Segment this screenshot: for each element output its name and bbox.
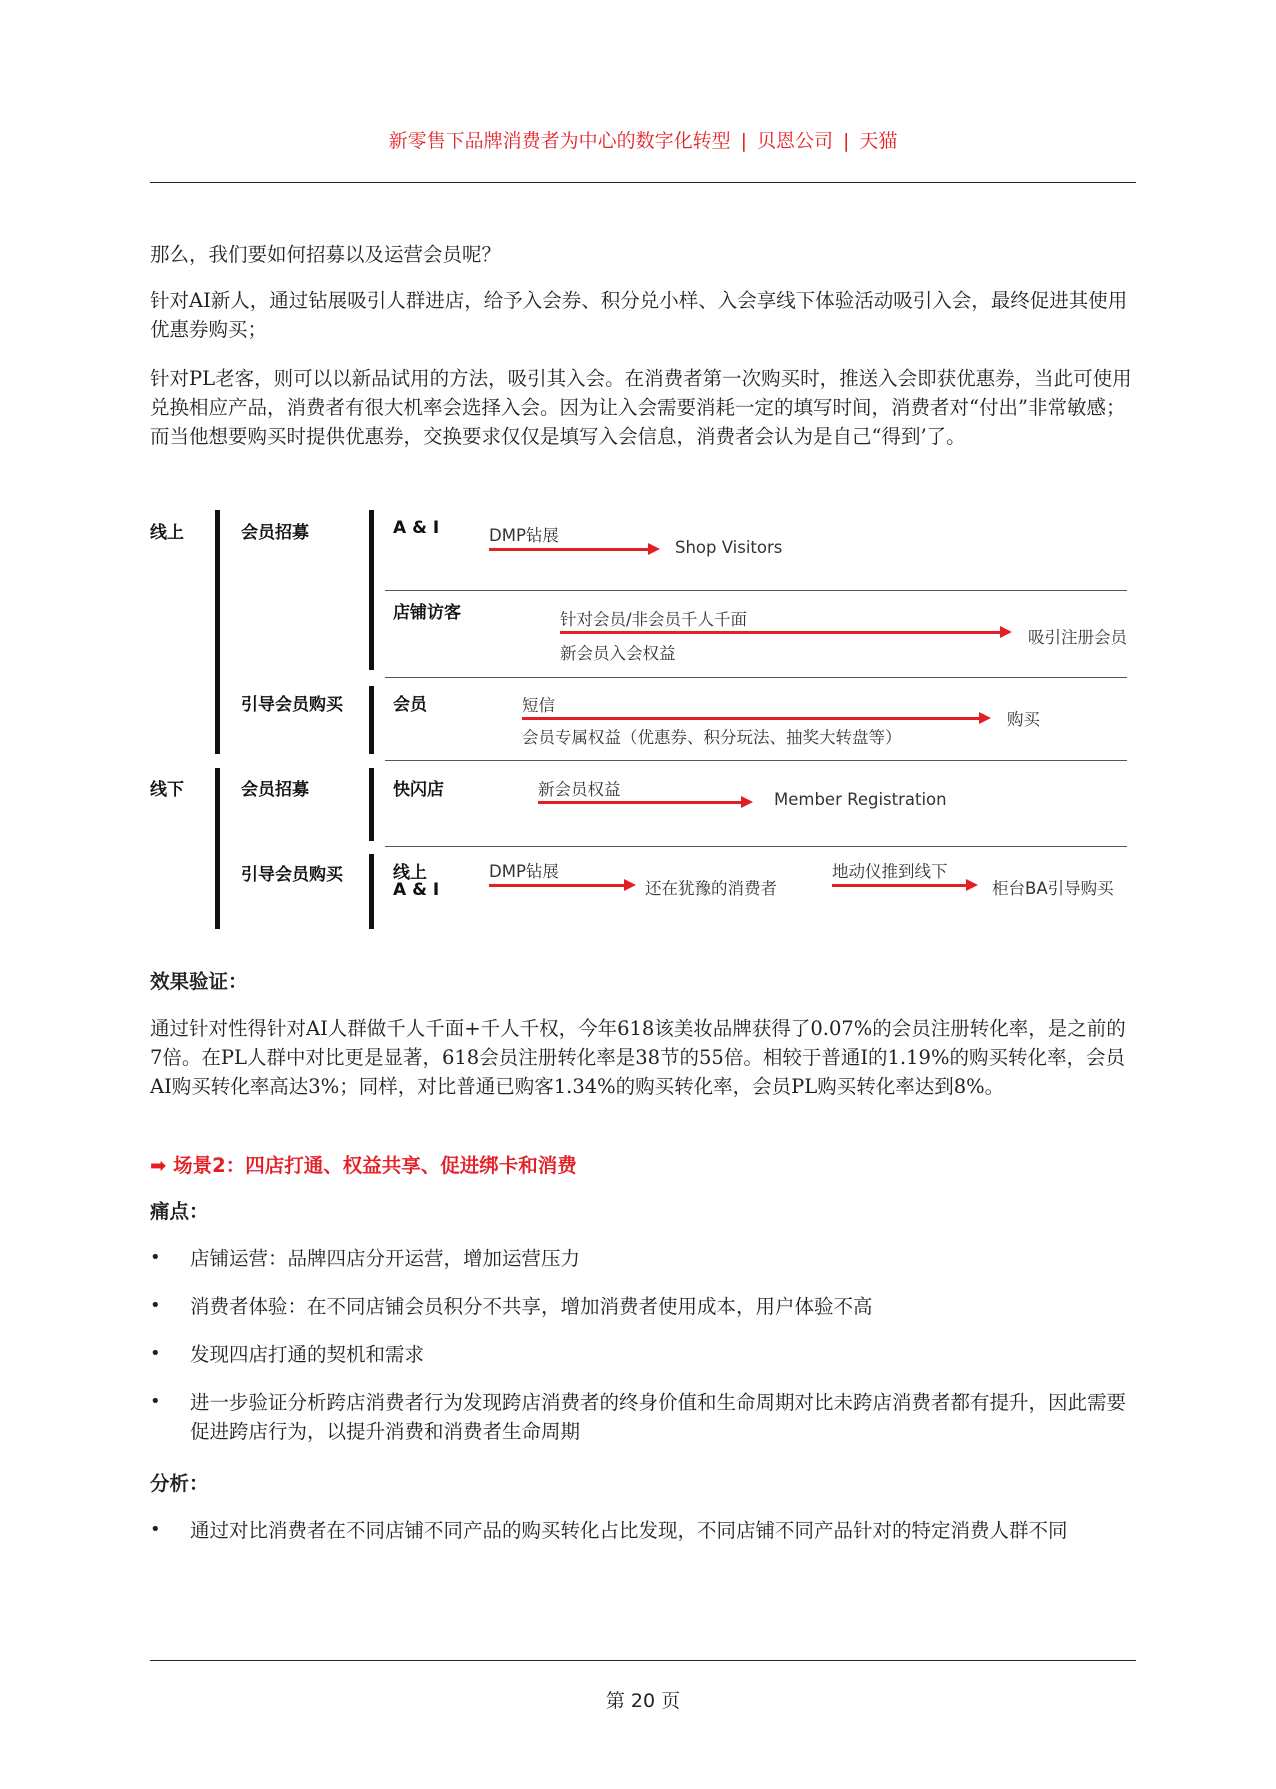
- arrow-right-icon: ➡: [150, 1154, 167, 1177]
- header-rule: [150, 182, 1136, 183]
- row5-top-text-1: DMP钻展: [489, 862, 559, 881]
- effect-heading: 效果验证：: [150, 970, 248, 993]
- row3-arrow: [522, 717, 980, 720]
- row1-label: A & I: [393, 518, 440, 538]
- row5-label-line1: 线上: [393, 863, 427, 883]
- pain-heading: 痛点：: [150, 1200, 209, 1223]
- row5-label-line2: A & I: [393, 880, 440, 900]
- guide-online-label: 引导会员购买: [241, 695, 343, 715]
- recruit-online-label: 会员招募: [241, 523, 309, 543]
- pain-item: 消费者体验：在不同店铺会员积分不共享，增加消费者使用成本，用户体验不高: [190, 1295, 873, 1318]
- row5-target-2: 柜台BA引导购买: [992, 879, 1114, 898]
- analysis-item: 通过对比消费者在不同店铺不同产品的购买转化占比发现，不同店铺不同产品针对的特定消费人群不同: [190, 1519, 1068, 1542]
- header-partner: 天猫: [859, 130, 898, 152]
- row2-target: 吸引注册会员: [1028, 628, 1127, 647]
- row5-arrow-2: [832, 884, 967, 887]
- pain-item: 发现四店打通的契机和需求: [190, 1343, 425, 1366]
- row-divider: [385, 677, 1127, 678]
- diagram-online-label: 线上: [150, 523, 184, 543]
- scene2-title: 场景2：四店打通、权益共享、促进绑卡和消费: [173, 1154, 577, 1177]
- header-company: 贝恩公司: [756, 130, 833, 152]
- pain-item: 店铺运营：品牌四店分开运营，增加运营压力: [190, 1247, 581, 1270]
- row2-bottom-text: 新会员入会权益: [560, 644, 676, 663]
- page-number: 第 20 页: [605, 1690, 681, 1712]
- header-separator-2: |: [843, 130, 850, 152]
- bullet-icon: •: [150, 1343, 161, 1364]
- recruit-offline-bar: [369, 768, 374, 841]
- guide-online-bar: [369, 686, 374, 754]
- header-separator: |: [740, 130, 747, 152]
- intro-paragraph-1: 针对AI新人，通过钻展吸引人群进店，给予入会券、积分兑小样、入会享线下体验活动吸引入会，最终促进其使用优惠券购买；: [150, 289, 1128, 341]
- row1-target: Shop Visitors: [675, 538, 783, 557]
- row-divider: [385, 760, 1127, 761]
- row1-arrow: [489, 548, 649, 551]
- row-divider: [385, 846, 1127, 847]
- row2-arrow: [560, 631, 1001, 634]
- row3-label: 会员: [393, 695, 427, 715]
- scene2-heading: [150, 1150, 577, 1178]
- recruit-online-bar: [369, 510, 374, 670]
- row3-top-text: 短信: [522, 696, 555, 715]
- recruit-offline-label: 会员招募: [241, 780, 309, 800]
- row4-arrow: [538, 801, 742, 804]
- bullet-icon: •: [150, 1247, 161, 1268]
- bullet-icon: •: [150, 1391, 161, 1412]
- row4-label: 快闪店: [393, 780, 444, 800]
- bullet-icon: •: [150, 1519, 161, 1540]
- header-title: 新零售下品牌消费者为中心的数字化转型: [388, 130, 731, 152]
- effect-paragraph: 通过针对性得针对AI人群做千人千面+千人千权，今年618该美妆品牌获得了0.07%的会员注册转化率，是之前的7倍。在PL人群中对比更是显著，618会员注册转化率是38节的55倍。相较于普通I的1.19%的购买转化率，会员AI购买转化率高达3%；同样，对比普通已购客1.34%的购买转化率，会员PL购买转化率达到8%。: [150, 1017, 1126, 1098]
- page-header: [150, 126, 1136, 153]
- intro-question: 那么，我们要如何招募以及运营会员呢？: [150, 243, 502, 266]
- offline-bar: [215, 768, 220, 929]
- row5-top-text-2: 地动仪推到线下: [832, 862, 948, 881]
- row5-arrow-1: [489, 884, 625, 887]
- intro-paragraph-2: 针对PL老客，则可以以新品试用的方法，吸引其入会。在消费者第一次购买时，推送入会即获优惠券，当此可使用兑换相应产品，消费者有很大机率会选择入会。因为让入会需要消耗一定的填写时间，消费者对“付出”非常敏感；而当他想要购买时提供优惠券，交换要求仅仅是填写入会信息，消费者会认为是自己“得到’了。: [150, 367, 1132, 448]
- row2-label: 店铺访客: [393, 603, 461, 623]
- footer-rule: [150, 1660, 1136, 1661]
- row-divider: [385, 590, 1127, 591]
- row4-top-text: 新会员权益: [538, 780, 621, 799]
- row3-bottom-text: 会员专属权益（优惠券、积分玩法、抽奖大转盘等）: [522, 728, 902, 747]
- analysis-heading: 分析：: [150, 1472, 209, 1495]
- diagram-offline-label: 线下: [150, 780, 184, 800]
- guide-offline-bar: [369, 854, 374, 929]
- row2-top-text: 针对会员/非会员千人千面: [560, 610, 748, 629]
- row3-target: 购买: [1007, 710, 1040, 729]
- guide-offline-label: 引导会员购买: [241, 865, 343, 885]
- row5-target-1: 还在犹豫的消费者: [645, 879, 777, 898]
- row4-target: Member Registration: [774, 790, 947, 809]
- bullet-icon: •: [150, 1295, 161, 1316]
- online-bar: [215, 510, 220, 754]
- row1-top-text: DMP钻展: [489, 526, 559, 545]
- pain-item: 进一步验证分析跨店消费者行为发现跨店消费者的终身价值和生命周期对比未跨店消费者都有提升，因此需要促进跨店行为，以提升消费和消费者生命周期: [190, 1391, 1127, 1443]
